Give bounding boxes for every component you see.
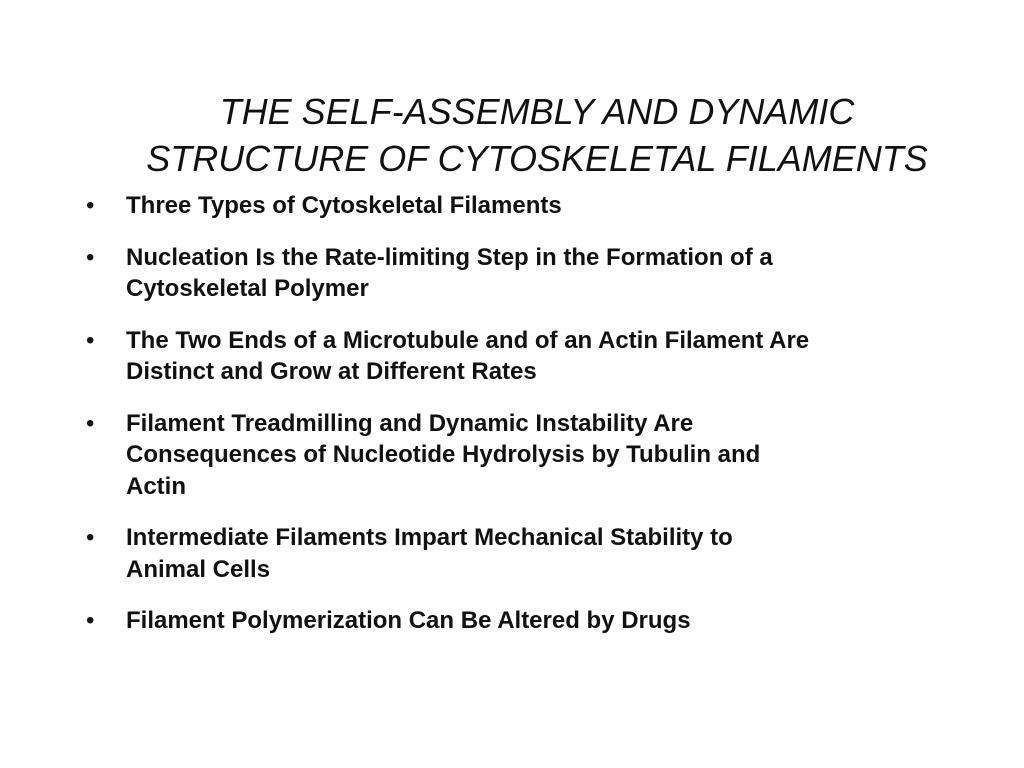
bullet-dot-icon: • — [86, 409, 95, 437]
bullet-item — [82, 325, 962, 388]
bullet-dot-icon: • — [86, 524, 95, 551]
bullet-line: Filament Treadmilling and Dynamic Instability Are — [126, 409, 694, 437]
bullet-list — [82, 190, 962, 657]
bullet-item — [82, 605, 962, 637]
bullet-text — [126, 325, 946, 388]
bullet-dot-icon: • — [86, 192, 95, 219]
bullet-text — [126, 242, 946, 305]
bullet-line: Cytoskeletal Polymer — [126, 275, 369, 302]
bullet-line: Filament Polymerization Can Be Altered by Drugs — [126, 607, 691, 634]
bullet-line: Consequences of Nucleotide Hydrolysis by Tubulin and — [126, 441, 761, 468]
bullet-line: Three Types of Cytoskeletal Filaments — [126, 192, 562, 219]
bullet-text — [126, 522, 946, 585]
bullet-item — [82, 190, 962, 222]
bullet-line: Animal Cells — [126, 555, 271, 583]
slide-title-line: STRUCTURE OF CYTOSKELETAL FILAMENTS — [146, 138, 928, 179]
bullet-line: Actin — [126, 472, 186, 500]
bullet-item — [82, 408, 962, 503]
bullet-text — [126, 408, 946, 503]
bullet-dot-icon: • — [86, 326, 95, 354]
bullet-line: Nucleation Is the Rate-limiting Step in the Formation of a — [126, 243, 773, 271]
bullet-dot-icon: • — [86, 607, 95, 634]
bullet-item — [82, 522, 962, 585]
slide-title-line: THE SELF-ASSEMBLY AND DYNAMIC — [219, 91, 855, 132]
slide-title — [60, 88, 1014, 182]
bullet-dot-icon: • — [86, 243, 95, 271]
bullet-line: Distinct and Grow at Different Rates — [126, 358, 537, 385]
bullet-line: Intermediate Filaments Impart Mechanical Stability to — [126, 524, 733, 551]
bullet-item — [82, 242, 962, 305]
bullet-line: The Two Ends of a Microtubule and of an Actin Filament Are — [126, 326, 810, 354]
bullet-text — [126, 190, 946, 222]
bullet-text — [126, 605, 946, 637]
